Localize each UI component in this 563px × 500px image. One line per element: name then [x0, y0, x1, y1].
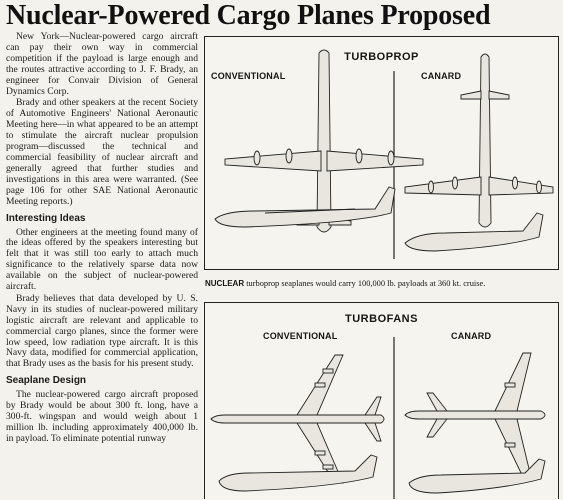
article-paragraph: Brady and other speakers at the recent Society of Automotive Engineers' National Aeronautic Meeting here—in what appeared to be an attempt to stimulate the aircraft nuclear propulsion program—discussed the technical and commercial feasibility of nuclear aircraft and generally agreed that further studies and investigations in this area were warranted. (See page 106 for other SAE National Aeronautic Meeting reports.) — [6, 97, 198, 207]
article-column — [6, 32, 198, 500]
conventional-turboprop-side-view — [215, 187, 395, 227]
article-paragraph: Brady believes that data developed by U. S. Navy in its studies of nuclear-powered military logistic aircraft are relevant and applicable to commercial cargo planes, since the former were low speed, low radiation type aircraft. It is this Navy data, modified for commercial application, that Brady uses as the basis for his present study. — [6, 292, 198, 370]
label-conventional: CONVENTIONAL — [263, 331, 338, 341]
conventional-turbofan-top-view — [211, 355, 384, 483]
turboprop-drawings — [205, 37, 558, 269]
article-paragraph: New York—Nuclear-powered cargo aircraft can pay their own way in commercial competition if the payload is large enough and the routes attractive according to J. F. Brady, an engineer for Convair Division of General Dynamics Corp. — [6, 32, 198, 97]
article-paragraph: Other engineers at the meeting found many of the ideas offered by the speakers interesting but felt that it was still too early to attach much significance to the relatively sparse data now available on the subject of nuclear-powered aircraft. — [6, 226, 198, 293]
article-paragraph: The nuclear-powered cargo aircraft proposed by Brady would be about 300 ft. long, have a 300-ft. wingspan and would weigh about 1 million lb. including approximately 400,000 lb. in payload. To eliminate potential runway — [6, 389, 198, 444]
canard-turboprop-side-view — [405, 213, 543, 251]
canard-turboprop-top-view — [405, 54, 553, 227]
section-heading-seaplane: Seaplane Design — [6, 375, 87, 387]
section-heading-ideas: Interesting Ideas — [6, 212, 86, 224]
label-canard: CANARD — [451, 331, 492, 341]
conventional-turbofan-side-view — [219, 455, 377, 491]
figure-caption — [205, 279, 557, 288]
turboprop-figure — [204, 36, 559, 270]
caption-text: turboprop seaplanes would carry 100,000 lb. payloads at 360 kt. cruise. — [244, 279, 486, 288]
canard-turbofan-top-view — [405, 353, 545, 477]
caption-lead: NUCLEAR — [205, 279, 245, 288]
label-conventional: CONVENTIONAL — [211, 71, 286, 81]
turbofans-drawings — [205, 303, 558, 499]
turbofans-figure — [204, 302, 559, 499]
figure-title: TURBOPROP — [344, 51, 419, 63]
headline: Nuclear-Powered Cargo Planes Proposed — [6, 0, 491, 31]
label-canard: CANARD — [421, 71, 462, 81]
conventional-turboprop-top-view — [225, 50, 423, 232]
figure-title: TURBOFANS — [345, 313, 418, 325]
